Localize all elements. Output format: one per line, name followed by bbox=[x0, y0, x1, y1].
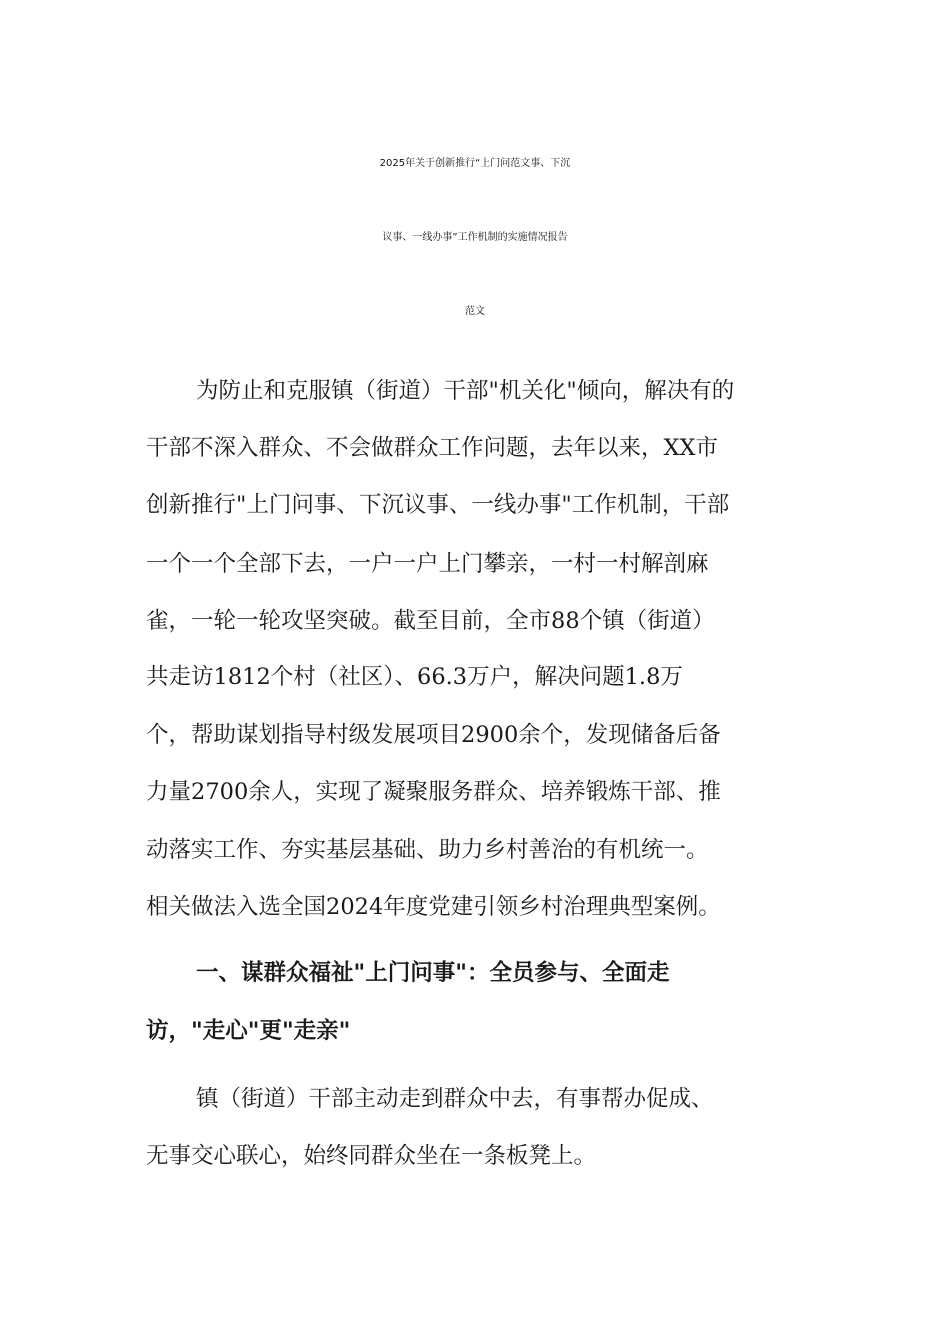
paragraph-2-line-1: 镇（街道）干部主动走到群众中去，有事帮办促成、 bbox=[196, 1086, 714, 1112]
heading-1-line-1: 一、谋群众福祉"上门问事"：全员参与、全面走 bbox=[196, 960, 670, 986]
paragraph-1-line-6: 共走访1812个村（社区）、66.3万户，解决问题1.8万 bbox=[146, 664, 683, 690]
title-line-3: 范文 bbox=[465, 306, 485, 317]
paragraph-1-line-4: 一个一个全部下去，一户一户上门攀亲，一村一村解剖麻 bbox=[146, 551, 709, 577]
paragraph-1-line-8: 力量2700余人，实现了凝聚服务群众、培养锻炼干部、推 bbox=[146, 779, 721, 805]
paragraph-1-line-9: 动落实工作、夯实基层基础、助力乡村善治的有机统一。 bbox=[146, 837, 709, 863]
paragraph-1-line-10: 相关做法入选全国2024年度党建引领乡村治理典型案例。 bbox=[146, 894, 721, 920]
heading-1-line-2: 访，"走心"更"走亲" bbox=[146, 1018, 351, 1044]
title-line-1: 2025年关于创新推行“上门问范文事、下沉 bbox=[379, 158, 571, 169]
title-line-2: 议事、一线办事”工作机制的实施情况报告 bbox=[382, 232, 568, 243]
paragraph-1-line-1: 为防止和克服镇（街道）干部"机关化"倾向，解决有的 bbox=[196, 378, 735, 404]
paragraph-1-line-3: 创新推行"上门问事、下沉议事、一线办事"工作机制，干部 bbox=[146, 492, 730, 518]
paragraph-1-line-5: 雀，一轮一轮攻坚突破。截至目前，全市88个镇（街道） bbox=[146, 608, 715, 634]
paragraph-1-line-2: 干部不深入群众、不会做群众工作问题，去年以来，XX市 bbox=[146, 435, 719, 461]
paragraph-2-line-2: 无事交心联心，始终同群众坐在一条板凳上。 bbox=[146, 1143, 597, 1169]
paragraph-1-line-7: 个，帮助谋划指导村级发展项目2900余个，发现储备后备 bbox=[146, 722, 721, 748]
